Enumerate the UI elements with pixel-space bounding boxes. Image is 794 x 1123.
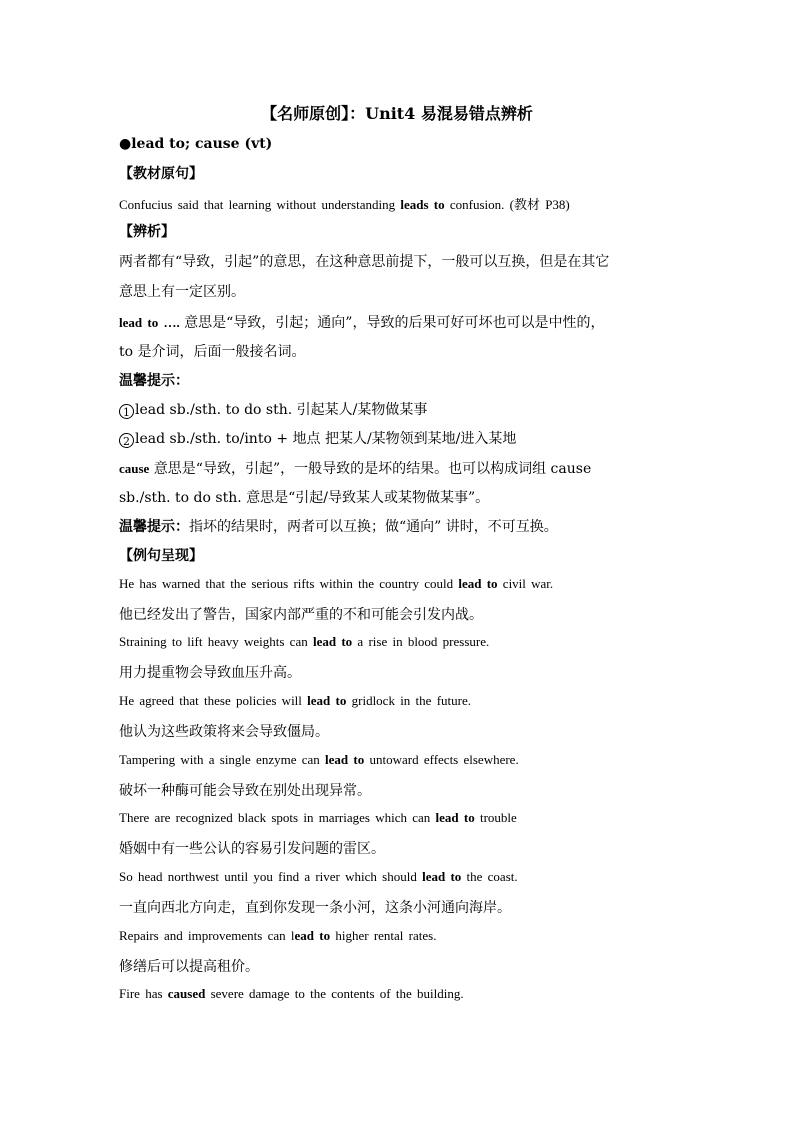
analysis-line-1: 两者都有“导致，引起”的意思，在这种意思前提下，一般可以互换，但是在其它 (119, 254, 610, 270)
tip-item-1 (119, 399, 689, 419)
sentence-text: Confucius said that learning without understanding (119, 197, 401, 212)
example-text: Tampering with a single enzyme can (119, 752, 326, 767)
example-zh: 破坏一种酶可能会导致在别处出现异常。 (119, 783, 371, 799)
example-en-cause (119, 986, 689, 1002)
definition-text: 意思是“导致，引起；通向”，导致的后果可好可坏也可以是中性的， (179, 315, 605, 331)
tip-text: lead sb./sth. to/into + 地点 把某人/某物领到某地/进入某地 (135, 431, 517, 447)
example-zh: 婚姻中有一些公认的容易引发问题的雷区。 (119, 841, 385, 857)
example-en (119, 869, 689, 885)
example-bold: lead to (325, 752, 365, 767)
example-bold: lead to (312, 634, 353, 649)
cause-definition (119, 458, 689, 478)
term-bold: lead to …. (119, 315, 180, 330)
example-text: untoward effects elsewhere. (364, 752, 519, 767)
sentence-text: confusion. (教材 P38) (444, 197, 570, 212)
example-text: severe damage to the contents of the building. (205, 986, 464, 1001)
analysis-line-2: 意思上有一定区别。 (119, 284, 245, 300)
textbook-sentence (119, 194, 689, 213)
example-text: higher rental rates. (330, 928, 437, 943)
sentence-bold: leads to (400, 197, 445, 212)
definition-text: 意思是“导致，引起”，一般导致的是坏的结果。也可以构成词组 cause (149, 461, 592, 477)
example-en (119, 576, 689, 592)
term-bold: cause (119, 461, 150, 476)
example-bold: lead to (458, 576, 498, 591)
example-en (119, 928, 689, 944)
tip-item-2 (119, 428, 689, 448)
example-zh: 一直向西北方向走，直到你发现一条小河，这条小河通向海岸。 (119, 900, 511, 916)
example-bold: lead to (435, 810, 475, 825)
circled-number-icon: 2 (119, 433, 134, 448)
tip-text: 指坏的结果时，两者可以互换；做“通向” 讲时，不可互换。 (189, 519, 558, 535)
example-bold: ead to (294, 928, 331, 943)
section-textbook-heading: 【教材原句】 (119, 166, 203, 182)
example-en (119, 693, 689, 709)
example-bold: caused (167, 986, 206, 1001)
example-text: Fire has (119, 986, 168, 1001)
leadto-definition-2: to 是介词，后面一般接名词。 (119, 344, 306, 360)
circled-number-icon: 1 (119, 404, 134, 419)
tip-label: 温馨提示： (119, 373, 189, 389)
page-title: 【名师原创】：Unit4 易混易错点辨析 (261, 104, 533, 123)
example-text: trouble (474, 810, 517, 825)
example-text: Repairs and improvements can l (119, 928, 295, 943)
cause-definition-2: sb./sth. to do sth. 意思是“引起/导致某人或某物做某事”。 (119, 490, 490, 506)
example-zh: 他已经发出了警告，国家内部严重的不和可能会引发内战。 (119, 607, 483, 623)
example-text: He agreed that these policies will (119, 693, 308, 708)
tip-text: lead sb./sth. to do sth. 引起某人/某物做某事 (135, 402, 428, 418)
example-text: gridlock in the future. (346, 693, 471, 708)
example-en (119, 752, 689, 768)
bullet-heading: ●lead to; cause (vt) (119, 136, 273, 152)
example-en (119, 634, 689, 650)
example-text: the coast. (461, 869, 518, 884)
example-en (119, 810, 689, 826)
example-text: There are recognized black spots in marriages which can (119, 810, 436, 825)
example-zh: 用力提重物会导致血压升高。 (119, 665, 301, 681)
example-text: civil war. (497, 576, 554, 591)
example-text: He has warned that the serious rifts within the country could (119, 576, 459, 591)
example-text: a rise in blood pressure. (352, 634, 490, 649)
example-text: Straining to lift heavy weights can (119, 634, 313, 649)
tip-label-bold: 温馨提示： (119, 519, 189, 535)
example-bold: lead to (422, 869, 462, 884)
example-zh: 修缮后可以提高租价。 (119, 959, 259, 975)
tip-final (119, 516, 689, 536)
example-text: So head northwest until you find a river which should (119, 869, 423, 884)
section-analysis-heading: 【辨析】 (119, 224, 175, 240)
section-examples-heading: 【例句呈现】 (119, 548, 203, 564)
leadto-definition (119, 312, 689, 332)
example-bold: lead to (307, 693, 347, 708)
example-zh: 他认为这些政策将来会导致僵局。 (119, 724, 329, 740)
